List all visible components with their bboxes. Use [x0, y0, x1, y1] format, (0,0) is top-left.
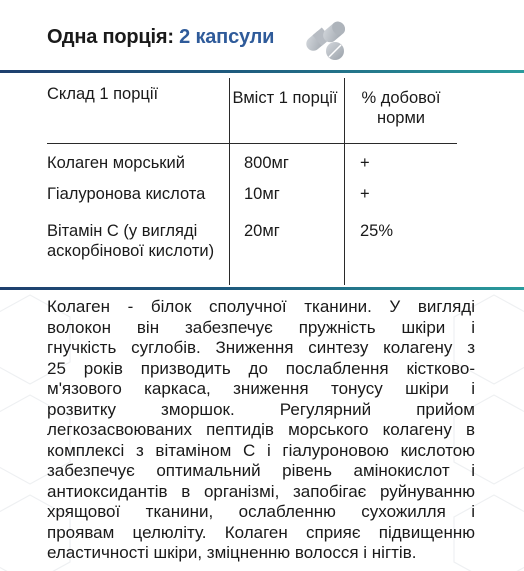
description-line: розвитку зморшок. Регулярний прийом	[47, 399, 475, 419]
ingredient-name: Вітамін С (у вигляді аскорбінової кислоти)	[47, 222, 215, 260]
description-line: 25 років призводить до послаблення кістково-	[47, 358, 475, 378]
description-line: хрящової тканини, ослабленню сухожилля і	[47, 502, 475, 521]
ingredient-amount: 10мг	[244, 185, 280, 203]
table-column-divider	[344, 78, 345, 285]
serving-value: 2 капсули	[179, 26, 275, 48]
ingredient-amount: 20мг	[244, 222, 280, 240]
header-divider	[0, 70, 524, 73]
capsules-icon	[302, 12, 348, 62]
ingredient-amount: 800мг	[244, 154, 289, 172]
serving-label: Одна порція:	[47, 26, 174, 48]
description-line: комплексі з вітаміном С і гіалуроновою кислотою	[47, 440, 475, 460]
description-line: антиоксидантів в організмі, запобігає руйнуванню	[47, 481, 475, 501]
description-line: Колаген - білок сполучної тканини. У вигляді	[47, 297, 475, 316]
description-line: еластичності шкіри, зміцненню волосся і нігтів.	[47, 543, 417, 562]
ingredient-daily-value: +	[360, 154, 370, 172]
description-line: волокон він забезпечує пружність шкіри і	[47, 317, 475, 337]
ingredient-name: Колаген морський	[47, 154, 185, 172]
product-description	[47, 297, 475, 564]
table-bottom-divider	[0, 287, 524, 290]
description-line: забезпечує оптимальний рівень амінокислот і	[47, 461, 475, 480]
serving-size	[47, 26, 274, 49]
column-header-daily-value: % добової норми	[361, 89, 441, 127]
table-column-divider	[229, 78, 230, 285]
ingredient-name: Гіалуронова кислота	[47, 185, 206, 203]
ingredient-daily-value: 25%	[360, 222, 394, 240]
ingredient-daily-value: +	[360, 185, 370, 203]
description-line: проявам целюліту. Колаген сприяє підвищенню	[47, 522, 475, 542]
table-header-divider	[47, 143, 457, 144]
description-line: легкозасвоюваних пептидів морського колагену в	[47, 420, 475, 439]
column-header-amount: Вміст 1 порції	[232, 89, 338, 107]
description-line: гнучкість суглобів. Зниження синтезу колагену з	[47, 338, 475, 357]
column-header-composition: Склад 1 порції	[47, 85, 159, 103]
description-line: м'язового каркаса, зниження тонусу шкіри і	[47, 379, 475, 398]
